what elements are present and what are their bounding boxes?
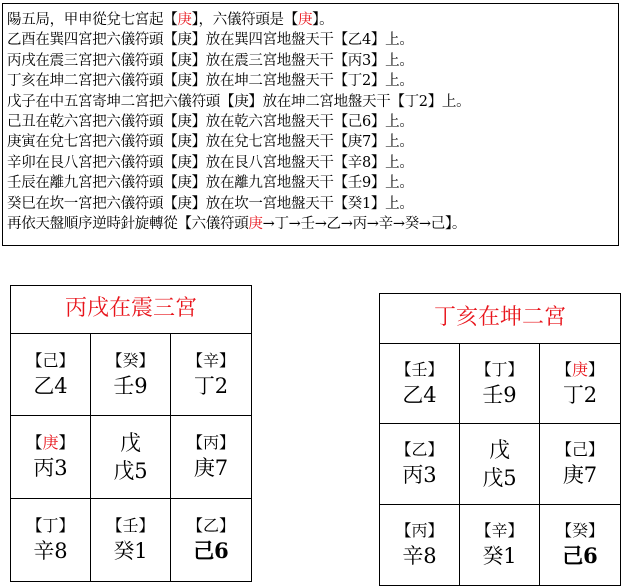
earth-stem: 壬9 <box>113 373 148 398</box>
palace-cell <box>171 499 251 581</box>
line-text: 】，六儀符頭是【 <box>191 12 298 28</box>
palace-cell <box>91 499 171 581</box>
line-text: →丁→壬→乙→丙→辛→癸→己】。 <box>262 216 467 233</box>
instruction-line-8: 辛卯在艮八宮把六儀符頭【庚】放在艮八宮地盤天干【辛8】上。 <box>7 154 414 171</box>
instruction-line-7: 庚寅在兌七宮把六儀符頭【庚】放在兌七宮地盤天干【庚7】上。 <box>7 134 414 151</box>
heaven-stem: 【乙】 <box>395 439 444 459</box>
palace-cell <box>91 416 171 498</box>
center-stem: 戊 <box>120 430 141 455</box>
palace-grid-left <box>10 285 252 582</box>
earth-stem: 丁2 <box>562 382 598 407</box>
instruction-line-3: 丙戌在震三宮把六儀符頭【庚】放在震三宮地盤天干【丙3】上。 <box>7 52 414 69</box>
heaven-stem: 【癸】 <box>106 350 155 370</box>
heaven-stem: 【壬】 <box>395 359 444 379</box>
highlight-geng: 庚 <box>248 216 263 233</box>
palace-cell <box>460 424 540 504</box>
heaven-stem: 【癸】 <box>555 520 604 540</box>
instruction-line-2: 乙酉在巽四宮把六儀符頭【庚】放在巽四宮地盤天干【乙4】上。 <box>7 32 414 49</box>
center-stem: 戊 <box>489 437 510 462</box>
earth-stem: 己6 <box>193 537 229 563</box>
heaven-stem: 【丙】 <box>395 520 444 540</box>
heaven-stem: 【辛】 <box>475 520 524 540</box>
earth-stem: 庚7 <box>562 462 598 487</box>
line-text: 再依天盤順序逆時針旋轉從【六儀符頭 <box>7 216 249 233</box>
instruction-line-5: 戊子在中五宮寄坤二宮把六儀符頭【庚】放在坤二宮地盤天干【丁2】上。 <box>7 93 471 110</box>
palace-cell <box>380 505 460 585</box>
earth-stem: 戊5 <box>482 465 517 490</box>
palace-cell <box>11 499 91 581</box>
palace-cell <box>460 505 540 585</box>
grid-title: 丁亥在坤二宮 <box>380 294 620 344</box>
instruction-line-1 <box>7 10 614 30</box>
heaven-stem: 【己】 <box>555 439 604 459</box>
palace-cells <box>11 334 251 581</box>
earth-stem: 己6 <box>562 542 598 568</box>
instruction-line-11 <box>7 214 614 234</box>
palace-cell <box>540 344 620 424</box>
heaven-stem: 【壬】 <box>106 515 155 535</box>
grid-title: 丙戌在震三宮 <box>11 286 251 334</box>
earth-stem: 辛8 <box>33 538 68 563</box>
palace-grid-right <box>379 293 621 586</box>
earth-stem: 癸1 <box>482 543 517 568</box>
heaven-stem: 【辛】 <box>186 350 235 370</box>
earth-stem: 壬9 <box>482 382 517 407</box>
palace-cells <box>380 344 620 585</box>
palace-cell <box>11 334 91 416</box>
palace-cell <box>11 416 91 498</box>
instructions-box <box>2 3 619 246</box>
palace-cell <box>171 416 251 498</box>
palace-cell <box>380 344 460 424</box>
heaven-stem: 【己】 <box>26 350 75 370</box>
palace-cell <box>171 334 251 416</box>
heaven-stem: 【丁】 <box>475 359 524 379</box>
earth-stem: 丙3 <box>402 462 437 487</box>
earth-stem: 乙4 <box>33 373 68 398</box>
palace-cell <box>91 334 171 416</box>
palace-cell <box>540 505 620 585</box>
earth-stem: 乙4 <box>402 382 437 407</box>
instruction-line-6: 己丑在乾六宮把六儀符頭【庚】放在乾六宮地盤天干【己6】上。 <box>7 114 414 131</box>
line-text: 】。 <box>312 12 334 28</box>
heaven-stem: 【庚】 <box>26 432 75 452</box>
highlight-geng: 庚 <box>297 12 313 28</box>
palace-cell <box>380 424 460 504</box>
heaven-stem: 【丙】 <box>186 432 235 452</box>
heaven-stem: 【乙】 <box>186 515 235 535</box>
earth-stem: 丁2 <box>193 373 229 398</box>
earth-stem: 戊5 <box>113 458 148 483</box>
line-text: 陽五局，甲申從兌七宮起【 <box>7 12 178 28</box>
heaven-stem: 【丁】 <box>26 515 75 535</box>
instruction-line-10: 癸巳在坎一宮把六儀符頭【庚】放在坎一宮地盤天干【癸1】上。 <box>7 195 414 212</box>
palace-cell <box>540 424 620 504</box>
earth-stem: 庚7 <box>193 455 229 480</box>
instruction-line-9: 壬辰在離九宮把六儀符頭【庚】放在離九宮地盤天干【壬9】上。 <box>7 175 414 192</box>
instruction-line-4: 丁亥在坤二宮把六儀符頭【庚】放在坤二宮地盤天干【丁2】上。 <box>7 73 414 90</box>
heaven-stem: 【庚】 <box>555 359 605 379</box>
highlight-geng: 庚 <box>177 12 192 28</box>
earth-stem: 癸1 <box>113 538 148 563</box>
earth-stem: 丙3 <box>33 455 68 480</box>
earth-stem: 辛8 <box>402 543 437 568</box>
palace-cell <box>460 344 540 424</box>
